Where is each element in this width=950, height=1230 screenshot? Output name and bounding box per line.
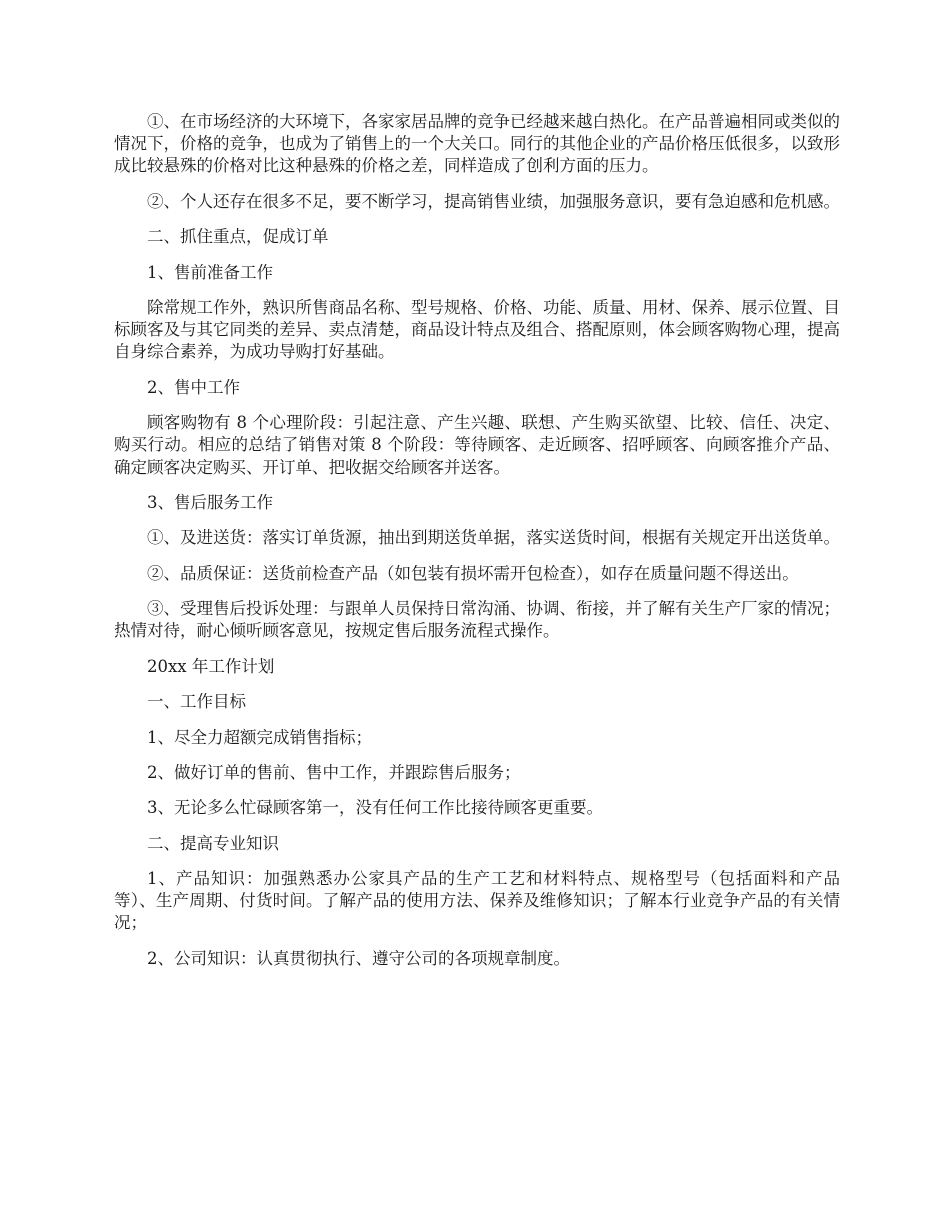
subsection-heading: 1、售前准备工作	[147, 262, 273, 282]
list-item: 1、尽全力超额完成销售指标；	[147, 727, 372, 747]
list-item: 3、无论多么忙碌顾客第一，没有任何工作比接待顾客更重要。	[147, 798, 603, 818]
subsection-heading: 3、售后服务工作	[147, 492, 273, 512]
section-heading: 二、提高专业知识	[147, 833, 279, 853]
paragraph: ②、品质保证：送货前检查产品（如包装有损坏需开包检查），如存在质量问题不得送出。	[147, 563, 799, 583]
paragraph: ①、在市场经济的大环境下，各家家居品牌的竞争已经越来越白热化。在产品普遍相同或类似的情况下，价格的竞争，也成为了销售上的一个大关口。同行的其他企业的产品价格压低很多，以致形成比较悬殊的价格对比这种悬殊的价格之差，同样造成了创利方面的压力。	[114, 112, 840, 176]
paragraph: 2、公司知识：认真贯彻执行、遵守公司的各项规章制度。	[147, 948, 570, 968]
section-heading: 二、抓住重点，促成订单	[147, 227, 329, 247]
paragraph: 顾客购物有 8 个心理阶段：引起注意、产生兴趣、联想、产生购买欲望、比较、信任、决定、购买行动。相应的总结了销售对策 8 个阶段：等待顾客、走近顾客、招呼顾客、向顾客推介产品、确定顾客决定购买、开订单、把收据交给顾客并送客。	[114, 413, 840, 477]
list-item: 2、做好订单的售前、售中工作，并跟踪售后服务；	[147, 762, 521, 782]
section-heading: 一、工作目标	[147, 692, 246, 712]
document-page	[114, 111, 840, 983]
paragraph: 除常规工作外，熟识所售商品名称、型号规格、价格、功能、质量、用材、保养、展示位置、目标顾客及与其它同类的差异、卖点清楚，商品设计特点及组合、搭配原则，体会顾客购物心理，提高自身综合素养，为成功导购打好基础。	[114, 297, 840, 362]
paragraph: ①、及进送货：落实订单货源，抽出到期送货单据，落实送货时间，根据有关规定开出送货单。	[147, 528, 840, 548]
paragraph: ②、个人还存在很多不足，要不断学习，提高销售业绩，加强服务意识，要有急迫感和危机感。	[147, 191, 840, 211]
subsection-heading: 2、售中工作	[147, 377, 240, 397]
section-heading: 20xx 年工作计划	[147, 656, 275, 676]
paragraph: ③、受理售后投诉处理：与跟单人员保持日常沟涌、协调、衔接，并了解有关生产厂家的情况；热情对待，耐心倾听顾客意见，按规定售后服务流程式操作。	[114, 599, 840, 641]
paragraph: 1、产品知识：加强熟悉办公家具产品的生产工艺和材料特点、规格型号（包括面料和产品等）、生产周期、付货时间。了解产品的使用方法、保养及维修知识；了解本行业竞争产品的有关情况；	[114, 869, 840, 933]
